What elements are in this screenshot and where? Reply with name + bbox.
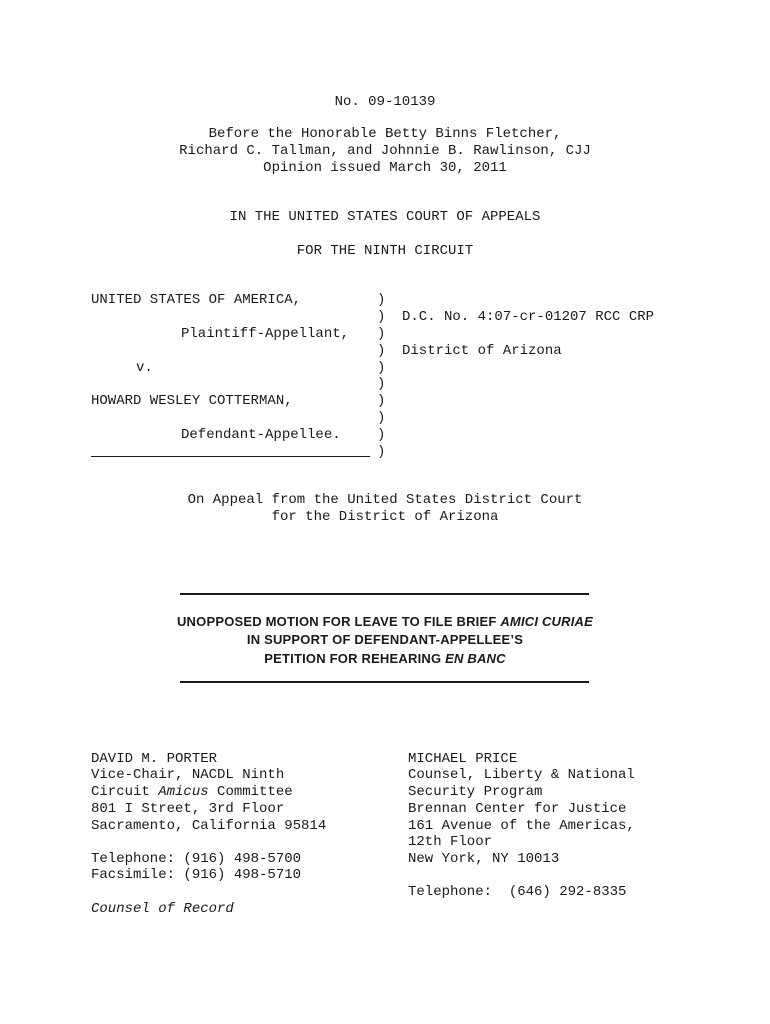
counsel-title: Vice-Chair, NACDL Ninth <box>91 767 285 783</box>
counsel-role: Counsel of Record <box>91 901 234 917</box>
counsel-title: Security Program <box>408 784 543 800</box>
defendant-name: HOWARD WESLEY COTTERMAN, <box>91 393 293 409</box>
motion-title-line-2: IN SUPPORT OF DEFENDANT-APPELLEE’S <box>246 632 524 647</box>
plaintiff-role: Plaintiff-Appellant, <box>181 326 350 342</box>
bracket: ) <box>377 410 386 426</box>
bracket: ) <box>377 343 386 359</box>
counsel-address: 12th Floor <box>408 834 493 850</box>
panel-line-3: Opinion issued March 30, 2011 <box>263 160 507 176</box>
bracket: ) <box>377 360 386 376</box>
bracket: ) <box>377 309 386 325</box>
counsel-address: 801 I Street, 3rd Floor <box>91 801 285 817</box>
defendant-role: Defendant-Appellee. <box>181 427 341 443</box>
bracket: ) <box>377 427 386 443</box>
counsel-name: MICHAEL PRICE <box>408 751 518 767</box>
versus: v. <box>136 360 153 376</box>
appeal-line-2: for the District of Arizona <box>271 509 499 525</box>
counsel-address: Sacramento, California 95814 <box>91 818 327 834</box>
bracket: ) <box>377 444 386 460</box>
counsel-organization: Brennan Center for Justice <box>408 801 627 817</box>
counsel-title: Counsel, Liberty & National <box>408 767 635 783</box>
title-rule-bottom <box>180 681 589 683</box>
counsel-telephone: Telephone: (646) 292-8335 <box>408 884 627 900</box>
counsel-title: Circuit Amicus Committee <box>91 784 293 800</box>
bracket: ) <box>377 393 386 409</box>
counsel-facsimile: Facsimile: (916) 498-5710 <box>91 867 302 883</box>
counsel-name: DAVID M. PORTER <box>91 751 218 767</box>
court-circuit: FOR THE NINTH CIRCUIT <box>296 243 474 259</box>
appeal-line-1: On Appeal from the United States District Court <box>187 492 583 508</box>
bracket: ) <box>377 376 386 392</box>
caption-underline <box>91 456 370 457</box>
title-rule-top <box>180 593 589 595</box>
district: District of Arizona <box>402 343 562 359</box>
panel-line-2: Richard C. Tallman, and Johnnie B. Rawlinson, CJJ <box>179 143 591 159</box>
motion-title-line-1: UNOPPOSED MOTION FOR LEAVE TO FILE BRIEF AMICI CURIAE <box>176 614 594 629</box>
plaintiff-name: UNITED STATES OF AMERICA, <box>91 292 302 308</box>
bracket: ) <box>377 292 386 308</box>
dc-number: D.C. No. 4:07-cr-01207 RCC CRP <box>402 309 655 325</box>
counsel-address: New York, NY 10013 <box>408 851 560 867</box>
case-number: No. 09-10139 <box>334 94 436 110</box>
counsel-telephone: Telephone: (916) 498-5700 <box>91 851 302 867</box>
court-name: IN THE UNITED STATES COURT OF APPEALS <box>229 209 541 225</box>
bracket: ) <box>377 326 386 342</box>
counsel-address: 161 Avenue of the Americas, <box>408 818 635 834</box>
motion-title-line-3: PETITION FOR REHEARING EN BANC <box>264 651 506 666</box>
panel-line-1: Before the Honorable Betty Binns Fletcher, <box>208 126 562 142</box>
